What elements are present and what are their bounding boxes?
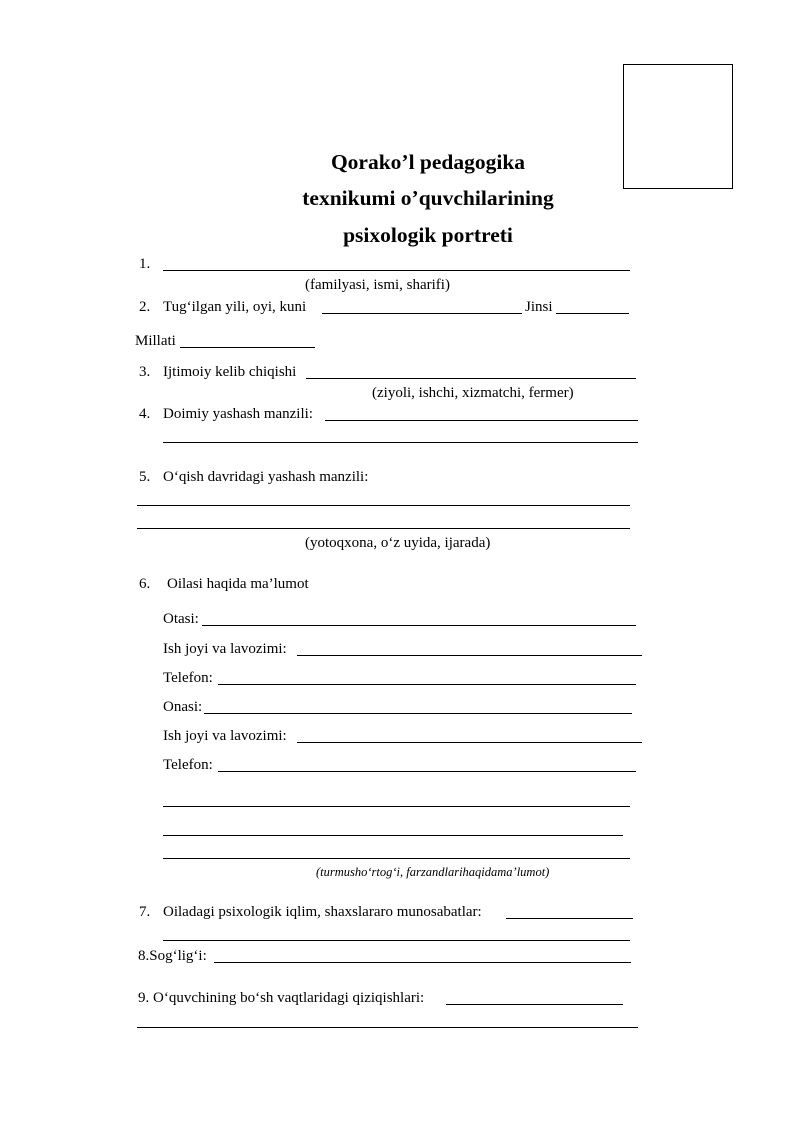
mother-phone-label: Telefon: (163, 757, 213, 773)
name-field[interactable] (163, 270, 630, 271)
study-address-field[interactable] (137, 505, 630, 506)
item-7-number: 7. (139, 904, 151, 920)
social-origin-caption: (ziyoli, ishchi, xizmatchi, fermer) (372, 385, 574, 401)
gender-label: Jinsi (525, 299, 553, 315)
title-line-3: psixologik portreti (343, 223, 513, 247)
item-2-number: 2. (139, 299, 151, 315)
family-climate-label: Oiladagi psixologik iqlim, shaxslararo munosabatlar: (163, 904, 482, 920)
title-line-2: texnikumi o’quvchilarining (302, 186, 554, 210)
study-address-label: O‘qish davridagi yashash manzili: (163, 469, 369, 485)
father-job-label: Ish joyi va lavozimi: (163, 641, 287, 657)
spouse-children-field-2[interactable] (163, 835, 623, 836)
study-address-caption: (yotoqxona, o‘z uyida, ijarada) (305, 535, 491, 551)
free-time-field-2[interactable] (137, 1027, 638, 1028)
permanent-address-field[interactable] (325, 420, 638, 421)
birthdate-field[interactable] (322, 313, 522, 314)
free-time-label: 9. O‘quvchining bo‘sh vaqtlaridagi qiziqishlari: (138, 990, 425, 1006)
permanent-address-field-2[interactable] (163, 442, 638, 443)
study-address-field-2[interactable] (137, 528, 630, 529)
mother-job-field[interactable] (297, 742, 642, 743)
name-caption: (familyasi, ismi, sharifi) (305, 277, 450, 293)
social-origin-field[interactable] (306, 378, 636, 379)
health-label: 8.Sog‘lig‘i: (138, 948, 207, 964)
free-time-field[interactable] (446, 1004, 623, 1005)
item-5-number: 5. (139, 469, 151, 485)
father-phone-label: Telefon: (163, 670, 213, 686)
birthdate-label: Tug‘ilgan yili, oyi, kuni (163, 299, 307, 315)
nationality-field[interactable] (180, 347, 315, 348)
gender-field[interactable] (556, 313, 629, 314)
health-field[interactable] (214, 962, 631, 963)
family-climate-field[interactable] (506, 918, 633, 919)
father-job-field[interactable] (297, 655, 642, 656)
title-line-1: Qorako’l pedagogika (330, 150, 526, 174)
father-phone-field[interactable] (218, 684, 636, 685)
spouse-children-field-1[interactable] (163, 806, 630, 807)
family-info-label: Oilasi haqida ma’lumot (167, 576, 309, 592)
mother-field[interactable] (204, 713, 632, 714)
spouse-children-caption: (turmusho‘rtog‘i, farzandlarihaqidama’lumot) (316, 865, 550, 879)
mother-job-label: Ish joyi va lavozimi: (163, 728, 287, 744)
item-4-number: 4. (139, 406, 151, 422)
family-climate-field-2[interactable] (163, 940, 630, 941)
item-6-number: 6. (139, 576, 151, 592)
father-label: Otasi: (163, 611, 199, 627)
mother-phone-field[interactable] (218, 771, 636, 772)
mother-label: Onasi: (163, 699, 203, 715)
spouse-children-field-3[interactable] (163, 858, 630, 859)
item-1-number: 1. (139, 256, 151, 272)
father-field[interactable] (202, 625, 636, 626)
item-3-number: 3. (139, 364, 151, 380)
social-origin-label: Ijtimoiy kelib chiqishi (163, 364, 297, 380)
permanent-address-label: Doimiy yashash manzili: (163, 406, 313, 422)
nationality-label: Millati (135, 333, 176, 349)
